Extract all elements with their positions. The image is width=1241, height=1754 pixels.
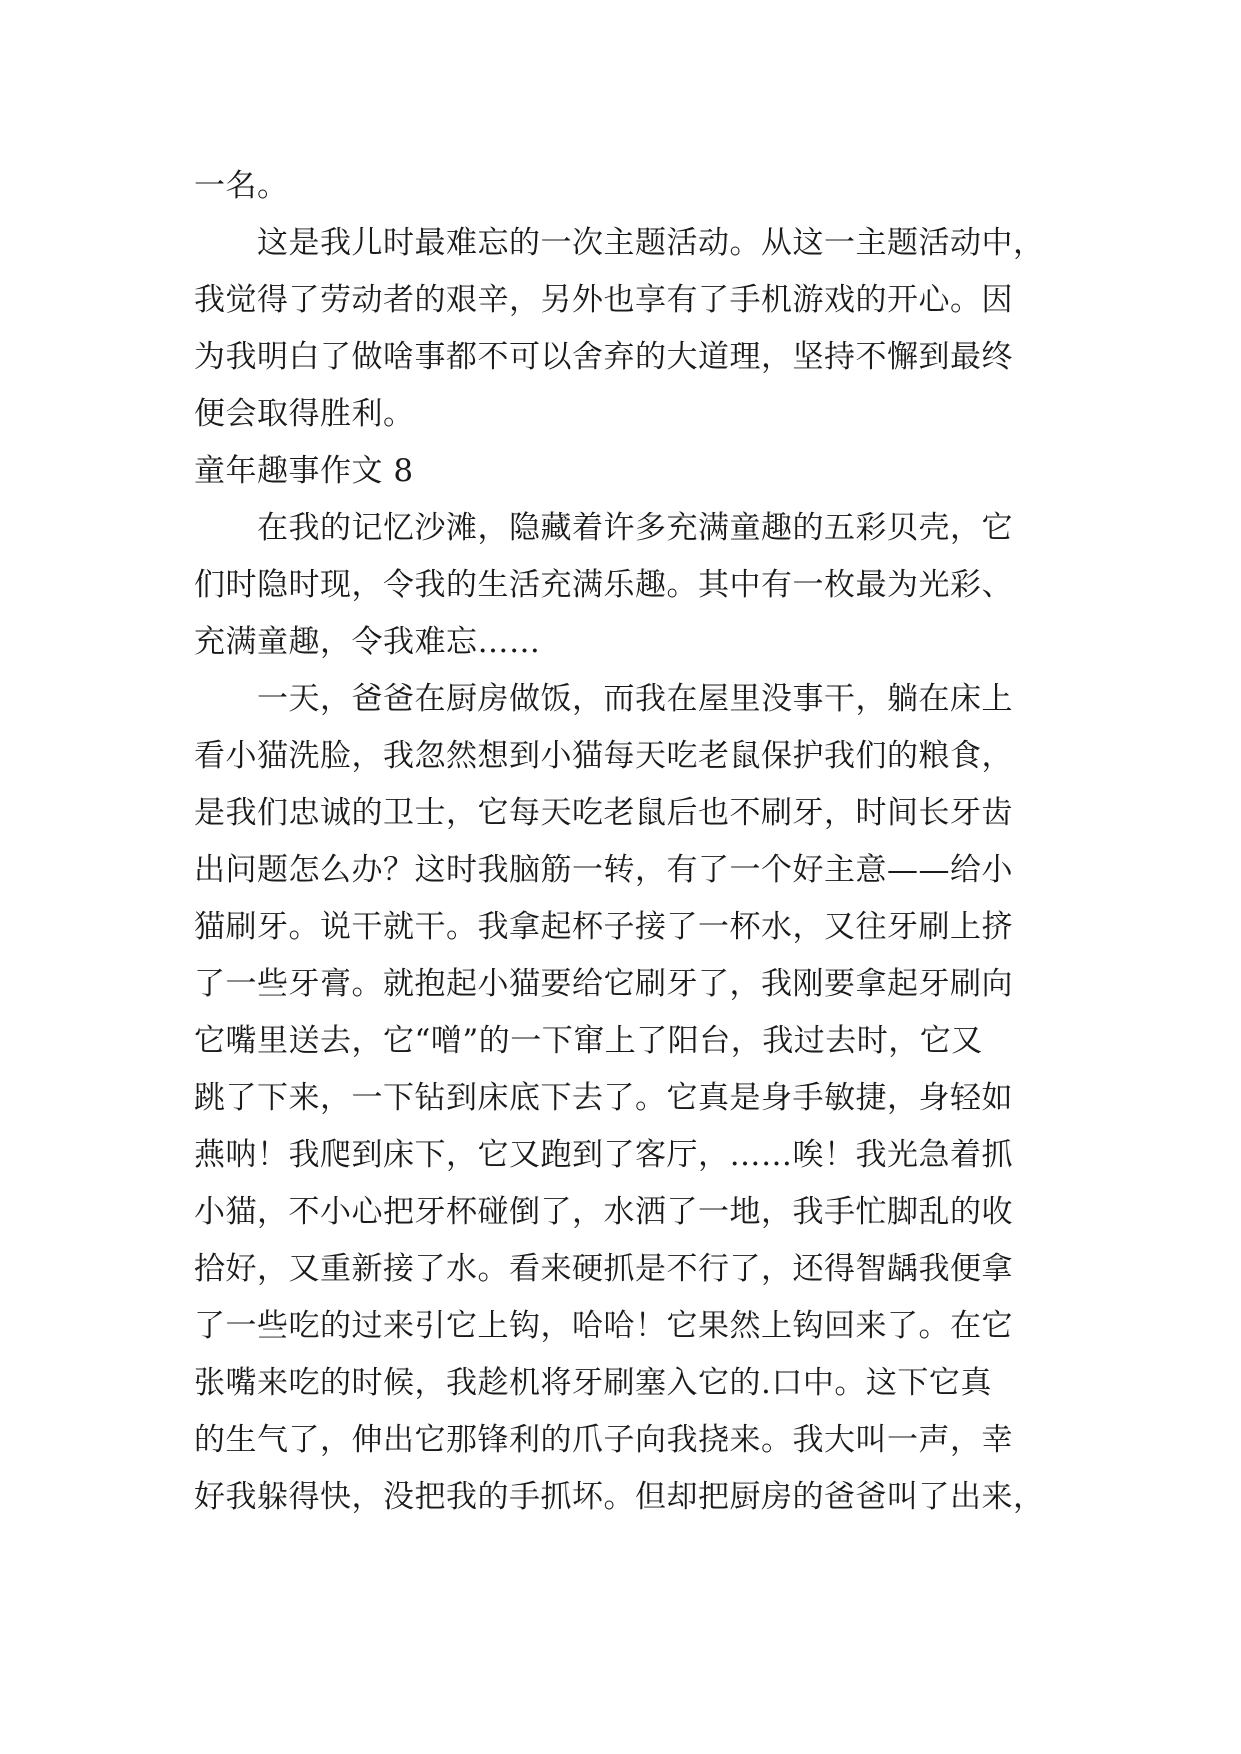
text-line: 出问题怎么办？这时我脑筋一转，有了一个好主意——给小 (194, 852, 1013, 888)
text-line: 便会取得胜利。 (194, 396, 415, 432)
essay-body (194, 158, 1074, 1526)
paragraph-start-line: 一天，爸爸在厨房做饭，而我在屋里没事干，躺在床上 (257, 681, 1013, 717)
text-line: 我觉得了劳动者的艰辛，另外也享有了手机游戏的开心。因 (194, 282, 1013, 318)
paragraph-start-line: 这是我儿时最难忘的一次主题活动。从这一主题活动中， (257, 225, 1045, 261)
text-line: 一名。 (194, 168, 289, 204)
text-line: 为我明白了做啥事都不可以舍弃的大道理，坚持不懈到最终 (194, 339, 1013, 375)
text-line: 是我们忠诚的卫士，它每天吃老鼠后也不刷牙，时间长牙齿 (194, 795, 1013, 831)
text-line: 好我躲得快，没把我的手抓坏。但却把厨房的爸爸叫了出来， (194, 1479, 1045, 1515)
text-line: 们时隐时现，令我的生活充满乐趣。其中有一枚最为光彩、 (194, 567, 1013, 603)
paragraph-start-line: 在我的记忆沙滩，隐藏着许多充满童趣的五彩贝壳，它 (257, 510, 1013, 546)
text-line: 了一些牙膏。就抱起小猫要给它刷牙了，我刚要拿起牙刷向 (194, 966, 1013, 1002)
section-heading: 童年趣事作文 8 (194, 453, 414, 489)
text-line: 看小猫洗脸，我忽然想到小猫每天吃老鼠保护我们的粮食， (194, 738, 1013, 774)
text-line: 燕呐！我爬到床下，它又跑到了客厅，……唉！我光急着抓 (194, 1137, 1013, 1173)
text-line: 了一些吃的过来引它上钩，哈哈！它果然上钩回来了。在它 (194, 1308, 1013, 1344)
text-line: 的生气了，伸出它那锋利的爪子向我挠来。我大叫一声，幸 (194, 1422, 1013, 1458)
text-line: 张嘴来吃的时候，我趁机将牙刷塞入它的.口中。这下它真 (194, 1365, 992, 1401)
text-line: 跳了下来，一下钻到床底下去了。它真是身手敏捷，身轻如 (194, 1080, 1013, 1116)
text-line: 拾好，又重新接了水。看来硬抓是不行了，还得智龋我便拿 (194, 1251, 1013, 1287)
text-line: 小猫，不小心把牙杯碰倒了，水洒了一地，我手忙脚乱的收 (194, 1194, 1013, 1230)
text-line: 它嘴里送去，它“噌”的一下窜上了阳台，我过去时，它又 (194, 1023, 983, 1059)
text-line: 充满童趣，令我难忘…… (194, 624, 541, 660)
text-line: 猫刷牙。说干就干。我拿起杯子接了一杯水，又往牙刷上挤 (194, 909, 1013, 945)
